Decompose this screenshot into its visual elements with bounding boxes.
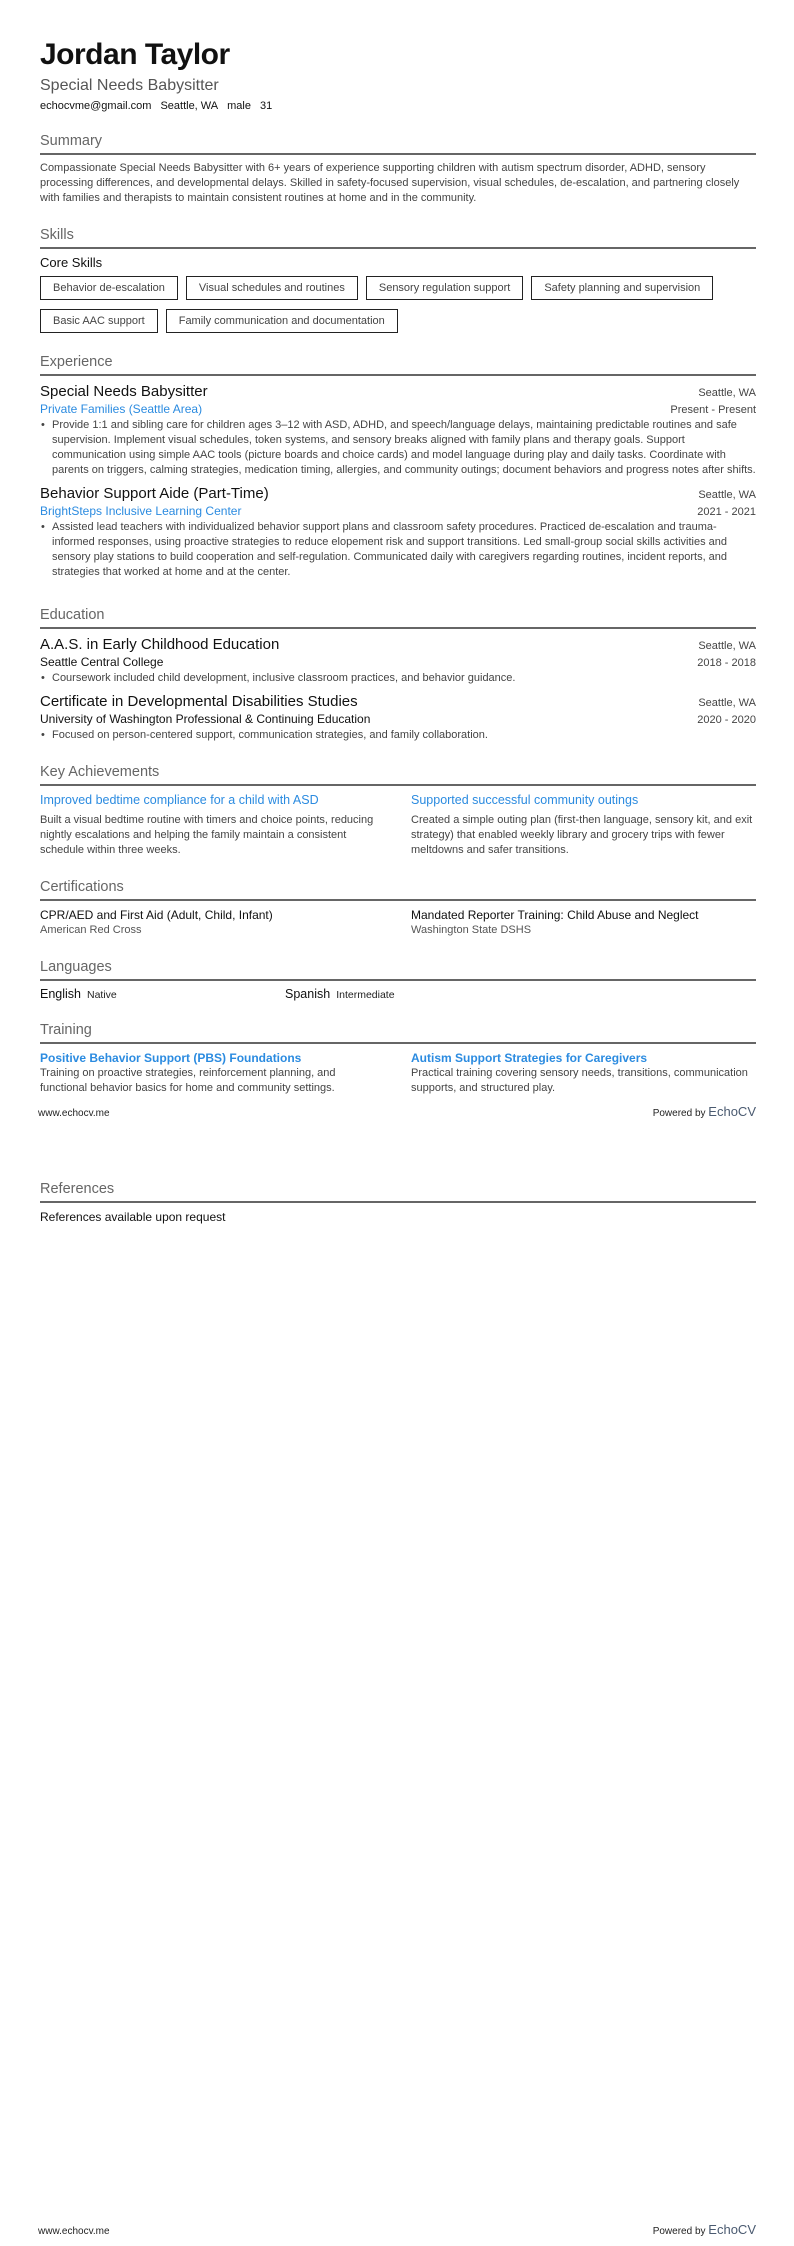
- job-bullet: • Assisted lead teachers with individualized behavior support plans and classroom safety procedures. Practiced de-escalation and trauma-informed responses, using proactive strategies to reduce elopement risk and support transitions. Led small-group social skills activities and sensory play stations to build cooperation and self-regulation. Communicated daily with caregivers regarding routines, incident reports, and strategies that worked at home and at the center.: [40, 520, 756, 580]
- contact-info: [40, 100, 756, 112]
- skill-group-title: Core Skills: [40, 255, 103, 270]
- languages-section: [40, 958, 756, 1001]
- skill-chip: Safety planning and supervision: [531, 276, 713, 300]
- section-heading: Training: [40, 1021, 756, 1044]
- powered-by-label: Powered by: [652, 1108, 706, 1119]
- location: Seattle, WA: [160, 100, 219, 112]
- achievement-title: Supported successful community outings: [411, 793, 639, 807]
- candidate-name: Jordan Taylor: [40, 38, 230, 71]
- page-footer: [38, 1104, 756, 1119]
- footer-site-link[interactable]: www.echocv.me: [38, 2226, 110, 2237]
- experience-section: [40, 353, 756, 580]
- language-level: Native: [87, 989, 117, 1001]
- job-dates: 2021 - 2021: [697, 506, 756, 518]
- language: [285, 987, 530, 1001]
- achievements-section: [40, 763, 756, 858]
- achievement: [411, 792, 756, 858]
- skill-chip: Visual schedules and routines: [186, 276, 358, 300]
- training-item: [411, 1050, 756, 1096]
- certification: [411, 907, 756, 938]
- references-text: References available upon request: [40, 1210, 226, 1224]
- skill-chip: Sensory regulation support: [366, 276, 523, 300]
- section-heading: Languages: [40, 958, 756, 981]
- resume-page-2: [0, 1123, 794, 2246]
- section-heading: References: [40, 1180, 756, 1203]
- certifications-section: [40, 878, 756, 938]
- company-name: Private Families (Seattle Area): [40, 402, 203, 416]
- powered-by-label: Powered by: [652, 2226, 706, 2237]
- training-section: [40, 1021, 756, 1096]
- job-title: Behavior Support Aide (Part-Time): [40, 485, 269, 502]
- experience-entry: [40, 382, 756, 478]
- cert-name: Mandated Reporter Training: Child Abuse and Neglect: [411, 908, 699, 922]
- brand-logo[interactable]: EchoCV: [708, 1104, 756, 1119]
- company-name: BrightSteps Inclusive Learning Center: [40, 504, 242, 518]
- school: Seattle Central College: [40, 655, 164, 669]
- footer-site-link[interactable]: www.echocv.me: [38, 1108, 110, 1119]
- language-name: English: [40, 987, 81, 1001]
- age: 31: [259, 100, 273, 112]
- page-content: [40, 38, 756, 1096]
- education-entry: [40, 692, 756, 743]
- job-location: Seattle, WA: [698, 387, 756, 399]
- section-heading: Experience: [40, 353, 756, 376]
- section-heading: Skills: [40, 226, 756, 249]
- skill-chips: [40, 276, 756, 333]
- summary-text: Compassionate Special Needs Babysitter with 6+ years of experience supporting children with autism spectrum disorder, ADHD, sensory processing differences, and developmental delays. Skilled in safety-focused supervision, visual schedules, de-escalation, and partnering closely with families and therapists to maintain consistent routines at home and in the community.: [40, 162, 740, 204]
- brand-logo[interactable]: EchoCV: [708, 2222, 756, 2237]
- achievement: [40, 792, 385, 858]
- training-title: Positive Behavior Support (PBS) Foundations: [40, 1051, 302, 1065]
- edu-bullet: • Focused on person-centered support, communication strategies, and family collaboration.: [40, 728, 756, 743]
- training-text: Training on proactive strategies, reinforcement planning, and functional behavior basics for home and community settings.: [40, 1067, 336, 1094]
- certification: [40, 907, 385, 938]
- job-bullet: • Provide 1:1 and sibling care for children ages 3–12 with ASD, ADHD, and speech/language delays, maintaining predictable routines and safe supervision. Implement visual schedules, token systems, and sensory breaks aligned with family plans and therapy goals. Support communication using simple AAC tools (picture boards and choice cards) and model language during play and daily tasks. Coordinate with parents on triggers, calming strategies, medication timing, allergies, and community outings; document behaviors and progress notes after shifts.: [40, 418, 756, 478]
- section-heading: Education: [40, 606, 756, 629]
- candidate-title: Special Needs Babysitter: [40, 77, 219, 94]
- training-item: [40, 1050, 385, 1096]
- edu-location: Seattle, WA: [698, 697, 756, 709]
- job-dates: Present - Present: [670, 404, 756, 416]
- achievement-title: Improved bedtime compliance for a child with ASD: [40, 793, 319, 807]
- references-section: [40, 1180, 756, 1226]
- section-heading: Certifications: [40, 878, 756, 901]
- training-text: Practical training covering sensory needs, transitions, communication supports, and structured play.: [411, 1067, 748, 1094]
- summary-section: [40, 132, 756, 206]
- skill-chip: Basic AAC support: [40, 309, 158, 333]
- achievement-text: Created a simple outing plan (first-then language, sensory kit, and exit strategy) that enabled weekly library and grocery trips with fewer meltdowns and safer transitions.: [411, 814, 753, 856]
- cert-name: CPR/AED and First Aid (Adult, Child, Infant): [40, 908, 273, 922]
- language-name: Spanish: [285, 987, 331, 1001]
- language-level: Intermediate: [336, 989, 395, 1001]
- skill-chip: Behavior de-escalation: [40, 276, 178, 300]
- job-title: Special Needs Babysitter: [40, 383, 208, 400]
- email[interactable]: echocvme@gmail.com: [40, 100, 152, 112]
- skill-chip: Family communication and documentation: [166, 309, 398, 333]
- school: University of Washington Professional & Continuing Education: [40, 712, 371, 726]
- cert-issuer: Washington State DSHS: [411, 924, 532, 936]
- skills-section: [40, 226, 756, 333]
- page-content: [40, 1180, 756, 1226]
- experience-entry: [40, 484, 756, 580]
- edu-dates: 2020 - 2020: [697, 714, 756, 726]
- edu-bullet: • Coursework included child development, inclusive classroom practices, and behavior guidance.: [40, 671, 756, 686]
- education-section: [40, 606, 756, 743]
- edu-location: Seattle, WA: [698, 640, 756, 652]
- job-location: Seattle, WA: [698, 489, 756, 501]
- section-heading: Key Achievements: [40, 763, 756, 786]
- edu-dates: 2018 - 2018: [697, 657, 756, 669]
- language: [40, 987, 285, 1001]
- degree: A.A.S. in Early Childhood Education: [40, 636, 280, 653]
- page-footer: [38, 2222, 756, 2237]
- gender: male: [227, 100, 251, 112]
- training-title: Autism Support Strategies for Caregivers: [411, 1051, 648, 1065]
- achievement-text: Built a visual bedtime routine with timers and choice points, reducing nightly escalations and helping the family maintain a consistent schedule within three weeks.: [40, 814, 374, 856]
- section-heading: Summary: [40, 132, 756, 155]
- education-entry: [40, 635, 756, 686]
- degree: Certificate in Developmental Disabilities Studies: [40, 693, 358, 710]
- cert-issuer: American Red Cross: [40, 924, 142, 936]
